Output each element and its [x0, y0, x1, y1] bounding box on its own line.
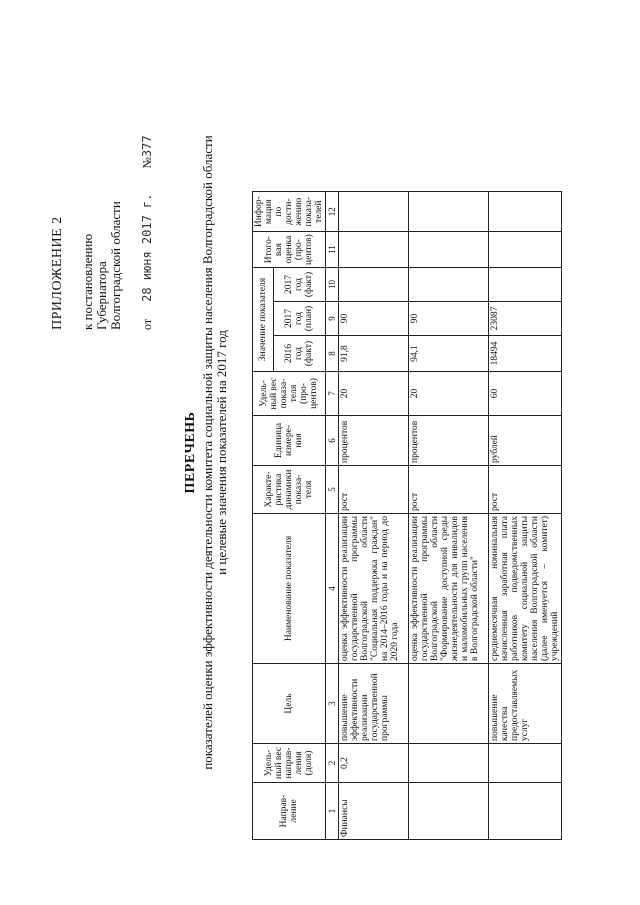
- header-values-group: Значение показателя: [253, 268, 274, 372]
- appendix-line-1: к постановлению: [80, 233, 95, 330]
- column-number: 4: [326, 514, 339, 664]
- cell-unit: рублей: [489, 416, 562, 466]
- cell-2017-fact: [339, 268, 409, 302]
- header-indicator: Наименование показателя: [253, 514, 326, 664]
- header-info: Инфор-мация по дости-жению показа-телей: [253, 192, 326, 232]
- cell-dynamics: рост: [489, 466, 562, 514]
- cell-direction: Финансы: [339, 783, 409, 840]
- cell-2017-fact: [489, 268, 562, 302]
- cell-direction: [409, 783, 489, 840]
- cell-goal: повышение качества предоставляемых услуг: [489, 664, 562, 744]
- cell-2017-plan: 90: [339, 302, 409, 336]
- cell-dynamics: рост: [409, 466, 489, 514]
- column-number: 12: [326, 192, 339, 232]
- cell-total: [339, 232, 409, 268]
- cell-info: [339, 192, 409, 232]
- cell-dynamics: рост: [339, 466, 409, 514]
- date-prefix: от: [140, 318, 154, 330]
- table-row: [489, 192, 562, 840]
- appendix-title: ПРИЛОЖЕНИЕ 2: [50, 216, 65, 330]
- cell-weight: [409, 744, 489, 783]
- cell-weight: [489, 744, 562, 783]
- header-total: Итого-вая оценка (про-центов): [253, 232, 326, 268]
- column-number: 10: [326, 268, 339, 302]
- number-value: 377: [140, 135, 154, 158]
- cell-indicator-weight: 20: [409, 372, 489, 416]
- cell-indicator: оценка эффективности реализации государственной программы Волгоградской области "Формирование доступной среды жизнедеятельности для инвалидов и маломобильных групп населения в Волгоградской области": [409, 514, 489, 664]
- header-2017-plan: 2017 год (план): [273, 302, 325, 336]
- header-indicator-weight: Удель-ный вес показа-теля (про-центов): [253, 372, 326, 416]
- cell-2016: 94,1: [409, 336, 489, 372]
- document-title: ПЕРЕЧЕНЬ: [183, 411, 198, 494]
- cell-unit: процентов: [409, 416, 489, 466]
- document-subtitle-1: показателей оценки эффективности деятельности комитета социальной защиты населения Волгоградской области: [200, 135, 215, 770]
- column-number: 11: [326, 232, 339, 268]
- header-row-1: [253, 192, 274, 840]
- cell-indicator-weight: 60: [489, 372, 562, 416]
- cell-goal: [409, 664, 489, 744]
- cell-goal: повышение эффективности реализации государственной программы: [339, 664, 409, 744]
- column-number: 2: [326, 744, 339, 783]
- header-weight: Удель-ный вес направ-ления (доля): [253, 744, 326, 783]
- column-number: 1: [326, 783, 339, 840]
- date-value: 28 июня 2017 г.: [140, 193, 154, 302]
- table-row: [339, 192, 409, 840]
- cell-indicator-weight: 20: [339, 372, 409, 416]
- cell-weight: 0,2: [339, 744, 409, 783]
- cell-2017-plan: 90: [409, 302, 489, 336]
- cell-indicator: оценка эффективности реализации государственной программы Волгоградской области "Социальная поддержка граждан" на 2014–2016 годы и на период до 2020 года: [339, 514, 409, 664]
- column-number-row: [326, 192, 339, 840]
- cell-2016: 91,8: [339, 336, 409, 372]
- header-direction: Направ-ление: [253, 783, 326, 840]
- cell-2017-plan: 23087: [489, 302, 562, 336]
- column-number: 9: [326, 302, 339, 336]
- cell-total: [489, 232, 562, 268]
- number-prefix: №: [140, 157, 154, 169]
- table-row: [409, 192, 489, 840]
- column-number: 6: [326, 416, 339, 466]
- column-number: 5: [326, 466, 339, 514]
- cell-total: [409, 232, 489, 268]
- column-number: 3: [326, 664, 339, 744]
- column-number: 7: [326, 372, 339, 416]
- cell-unit: процентов: [339, 416, 409, 466]
- cell-2017-fact: [409, 268, 489, 302]
- cell-2016: 18494: [489, 336, 562, 372]
- cell-info: [409, 192, 489, 232]
- document-subtitle-2: и целевые значения показателей на 2017 год: [214, 330, 229, 575]
- indicators-table: [252, 191, 562, 840]
- cell-info: [489, 192, 562, 232]
- cell-indicator: среднемесячная номинальная начисленная заработная плата работников подведомственных комитету социальной защиты населения Волгоградской области (далее именуется – комитет) учреждений: [489, 514, 562, 664]
- header-unit: Единица измере-ния: [253, 416, 326, 466]
- header-2016: 2016 год (факт): [273, 336, 325, 372]
- header-dynamics: Характе-ристика динамики показа-теля: [253, 466, 326, 514]
- appendix-date-line: [140, 135, 155, 330]
- header-goal: Цель: [253, 664, 326, 744]
- column-number: 8: [326, 336, 339, 372]
- appendix-line-3: Волгоградской области: [108, 201, 123, 330]
- header-2017-fact: 2017 год (факт): [273, 268, 325, 302]
- cell-direction: [489, 783, 562, 840]
- appendix-line-2: Губернатора: [94, 261, 109, 330]
